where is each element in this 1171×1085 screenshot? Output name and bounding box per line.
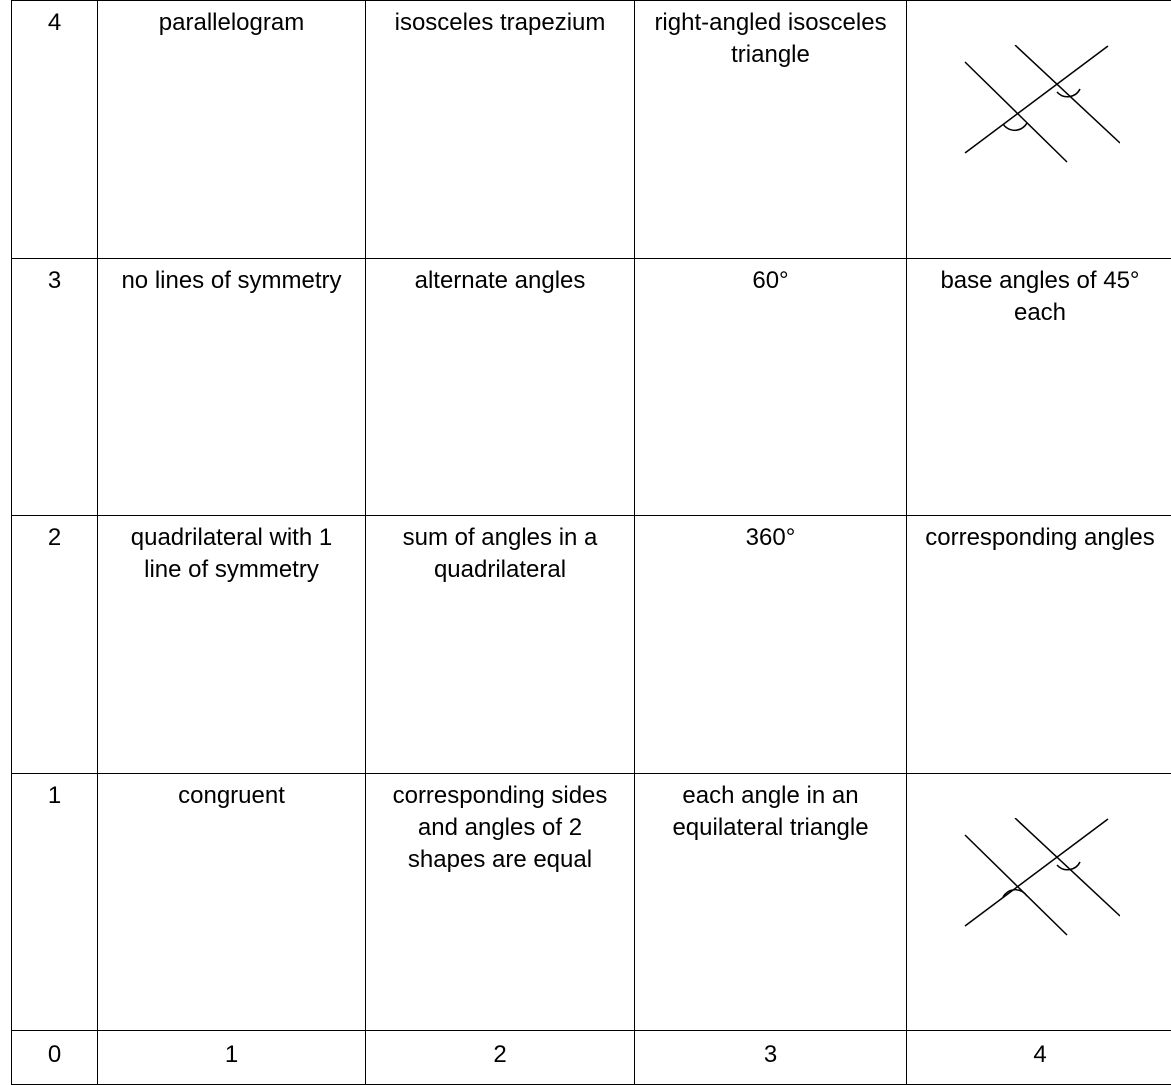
transversal-line-right: [1015, 818, 1120, 916]
grid-cell: [635, 773, 907, 1031]
grid-cell: [907, 1, 1171, 259]
row-index-label: 2: [47, 524, 62, 552]
grid-cell: [366, 773, 635, 1031]
cell-text: corresponding angles: [925, 524, 1155, 552]
transversal-line-left: [965, 62, 1067, 162]
row-index-cell: [12, 258, 98, 516]
grid-row-2: [12, 516, 1171, 774]
cell-text: congruent: [178, 781, 285, 809]
grid-cell: [907, 773, 1171, 1031]
cell-text: sum of angles in a quadrilateral: [402, 524, 598, 584]
cell-text: base angles of 45° each: [940, 266, 1140, 326]
column-index-label: 4: [1033, 1041, 1047, 1069]
corresponding-angles-diagram-icon: [960, 818, 1120, 938]
cell-text: each angle in an equilateral triangle: [672, 781, 869, 841]
cell-text: isosceles trapezium: [394, 9, 606, 36]
row-index-label: 1: [47, 781, 62, 809]
column-index-label: 1: [224, 1041, 239, 1069]
cell-text: 360°: [745, 524, 796, 552]
grid-row-3: [12, 258, 1171, 516]
footer-cell: [366, 1031, 635, 1085]
cell-text: corresponding sides and angles of 2 shapes are equal: [392, 781, 608, 873]
cell-text: parallelogram: [158, 9, 305, 36]
row-index-cell: [12, 516, 98, 774]
angle-arc-lower: [1003, 889, 1027, 896]
column-index-label: 3: [763, 1041, 778, 1069]
row-index-cell: [12, 773, 98, 1031]
grid-row-1: [12, 773, 1171, 1031]
matching-grid-table: [11, 0, 1171, 1085]
grid-footer-row: [12, 1031, 1171, 1085]
footer-cell: [907, 1031, 1171, 1085]
crossing-line: [965, 819, 1108, 926]
footer-cell: [12, 1031, 98, 1085]
grid-cell: [635, 1, 907, 259]
grid-cell: [98, 773, 366, 1031]
grid-row-4: [12, 1, 1171, 259]
grid-cell: [366, 516, 635, 774]
transversal-line-left: [965, 835, 1067, 935]
grid-cell: [635, 516, 907, 774]
alternate-angles-diagram-icon: [960, 45, 1120, 165]
grid-cell: [366, 1, 635, 259]
grid-cell: [98, 258, 366, 516]
grid-cell: [635, 258, 907, 516]
row-index-label: 3: [47, 266, 62, 294]
grid-cell: [366, 258, 635, 516]
row-index-label: 4: [47, 9, 62, 36]
angle-arc-lower: [1003, 123, 1027, 130]
cell-text: quadrilateral with 1 line of symmetry: [130, 524, 333, 584]
footer-cell: [635, 1031, 907, 1085]
row-index-cell: [12, 1, 98, 259]
grid-cell: [98, 516, 366, 774]
grid-cell: [907, 258, 1171, 516]
transversal-line-right: [1015, 45, 1120, 143]
grid-cell: [907, 516, 1171, 774]
footer-cell: [98, 1031, 366, 1085]
cell-text: no lines of symmetry: [121, 266, 342, 294]
cell-text: alternate angles: [414, 266, 586, 294]
cell-text: right-angled isosceles triangle: [654, 9, 887, 68]
crossing-line: [965, 46, 1108, 153]
cell-text: 60°: [752, 266, 789, 294]
column-index-label: 0: [47, 1041, 62, 1069]
column-index-label: 2: [493, 1041, 507, 1069]
grid-cell: [98, 1, 366, 259]
